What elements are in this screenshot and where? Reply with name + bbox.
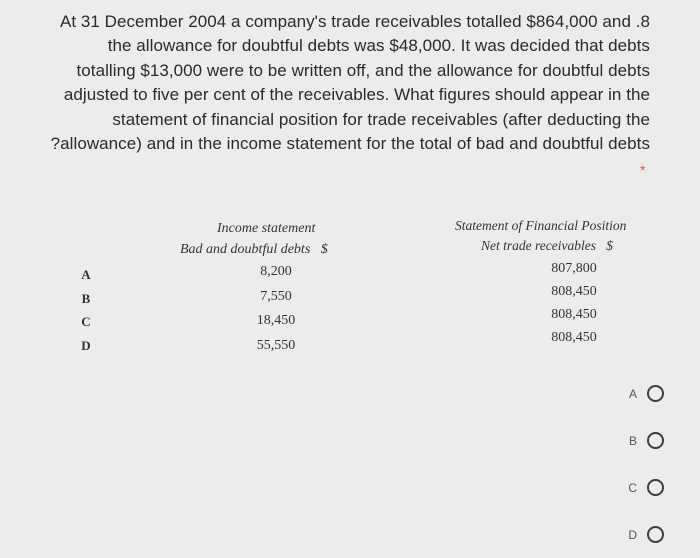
radio-circle-icon[interactable] [647,385,664,402]
income-value: 55,550 [256,337,296,353]
income-value: 8,200 [260,264,292,279]
question-line: adjusted to five per cent of the receivables. What figures should appear in the [63,85,650,105]
radio-circle-icon[interactable] [647,526,664,543]
question-line: statement of financial position for trade receivables (after deducting the [112,109,650,129]
question-line: the allowance for doubtful debts was $48,000. It was decided that debts [107,36,650,56]
option-label: A [628,386,637,401]
option-label: B [628,433,637,448]
question-line: At 31 December 2004 a company's trade receivables totalled $864,000 and .8 [59,12,650,31]
radio-circle-icon[interactable] [647,479,664,496]
sfp-subheading: Net trade receivables $ [481,238,613,253]
option-c[interactable] [600,464,664,511]
option-label: C [628,480,637,495]
radio-circle-icon[interactable] [647,432,664,449]
income-value: 18,450 [256,313,296,328]
row-letter: D [81,337,91,353]
option-label: D [628,527,637,542]
sfp-value: 807,800 [551,261,597,276]
income-subheading: Bad and doubtful debts $ [180,242,328,257]
required-asterisk: * [640,162,646,178]
sfp-header [455,216,655,256]
option-b[interactable] [600,417,664,464]
row-letter: B [81,290,91,306]
question-line: totalling $13,000 were to be written off, and the allowance for doubtful debts [76,60,650,80]
sfp-value: 808,450 [551,307,597,322]
row-letter: A [81,267,91,282]
income-heading: Income statement [217,221,316,236]
row-letter: C [81,314,91,329]
income-values [236,260,316,358]
option-a[interactable] [600,370,664,417]
row-letters [76,263,96,357]
answer-options [600,370,664,558]
option-d[interactable] [600,511,664,558]
income-statement-header [180,218,380,260]
income-value: 7,550 [260,288,292,304]
question-text [20,10,650,156]
sfp-values [534,257,614,349]
sfp-value: 808,450 [551,284,597,299]
sfp-value: 808,450 [551,330,597,345]
question-line: ?allowance) and in the income statement for the total of bad and doubtful debts [50,134,650,154]
sfp-heading: Statement of Financial Position [455,218,627,233]
